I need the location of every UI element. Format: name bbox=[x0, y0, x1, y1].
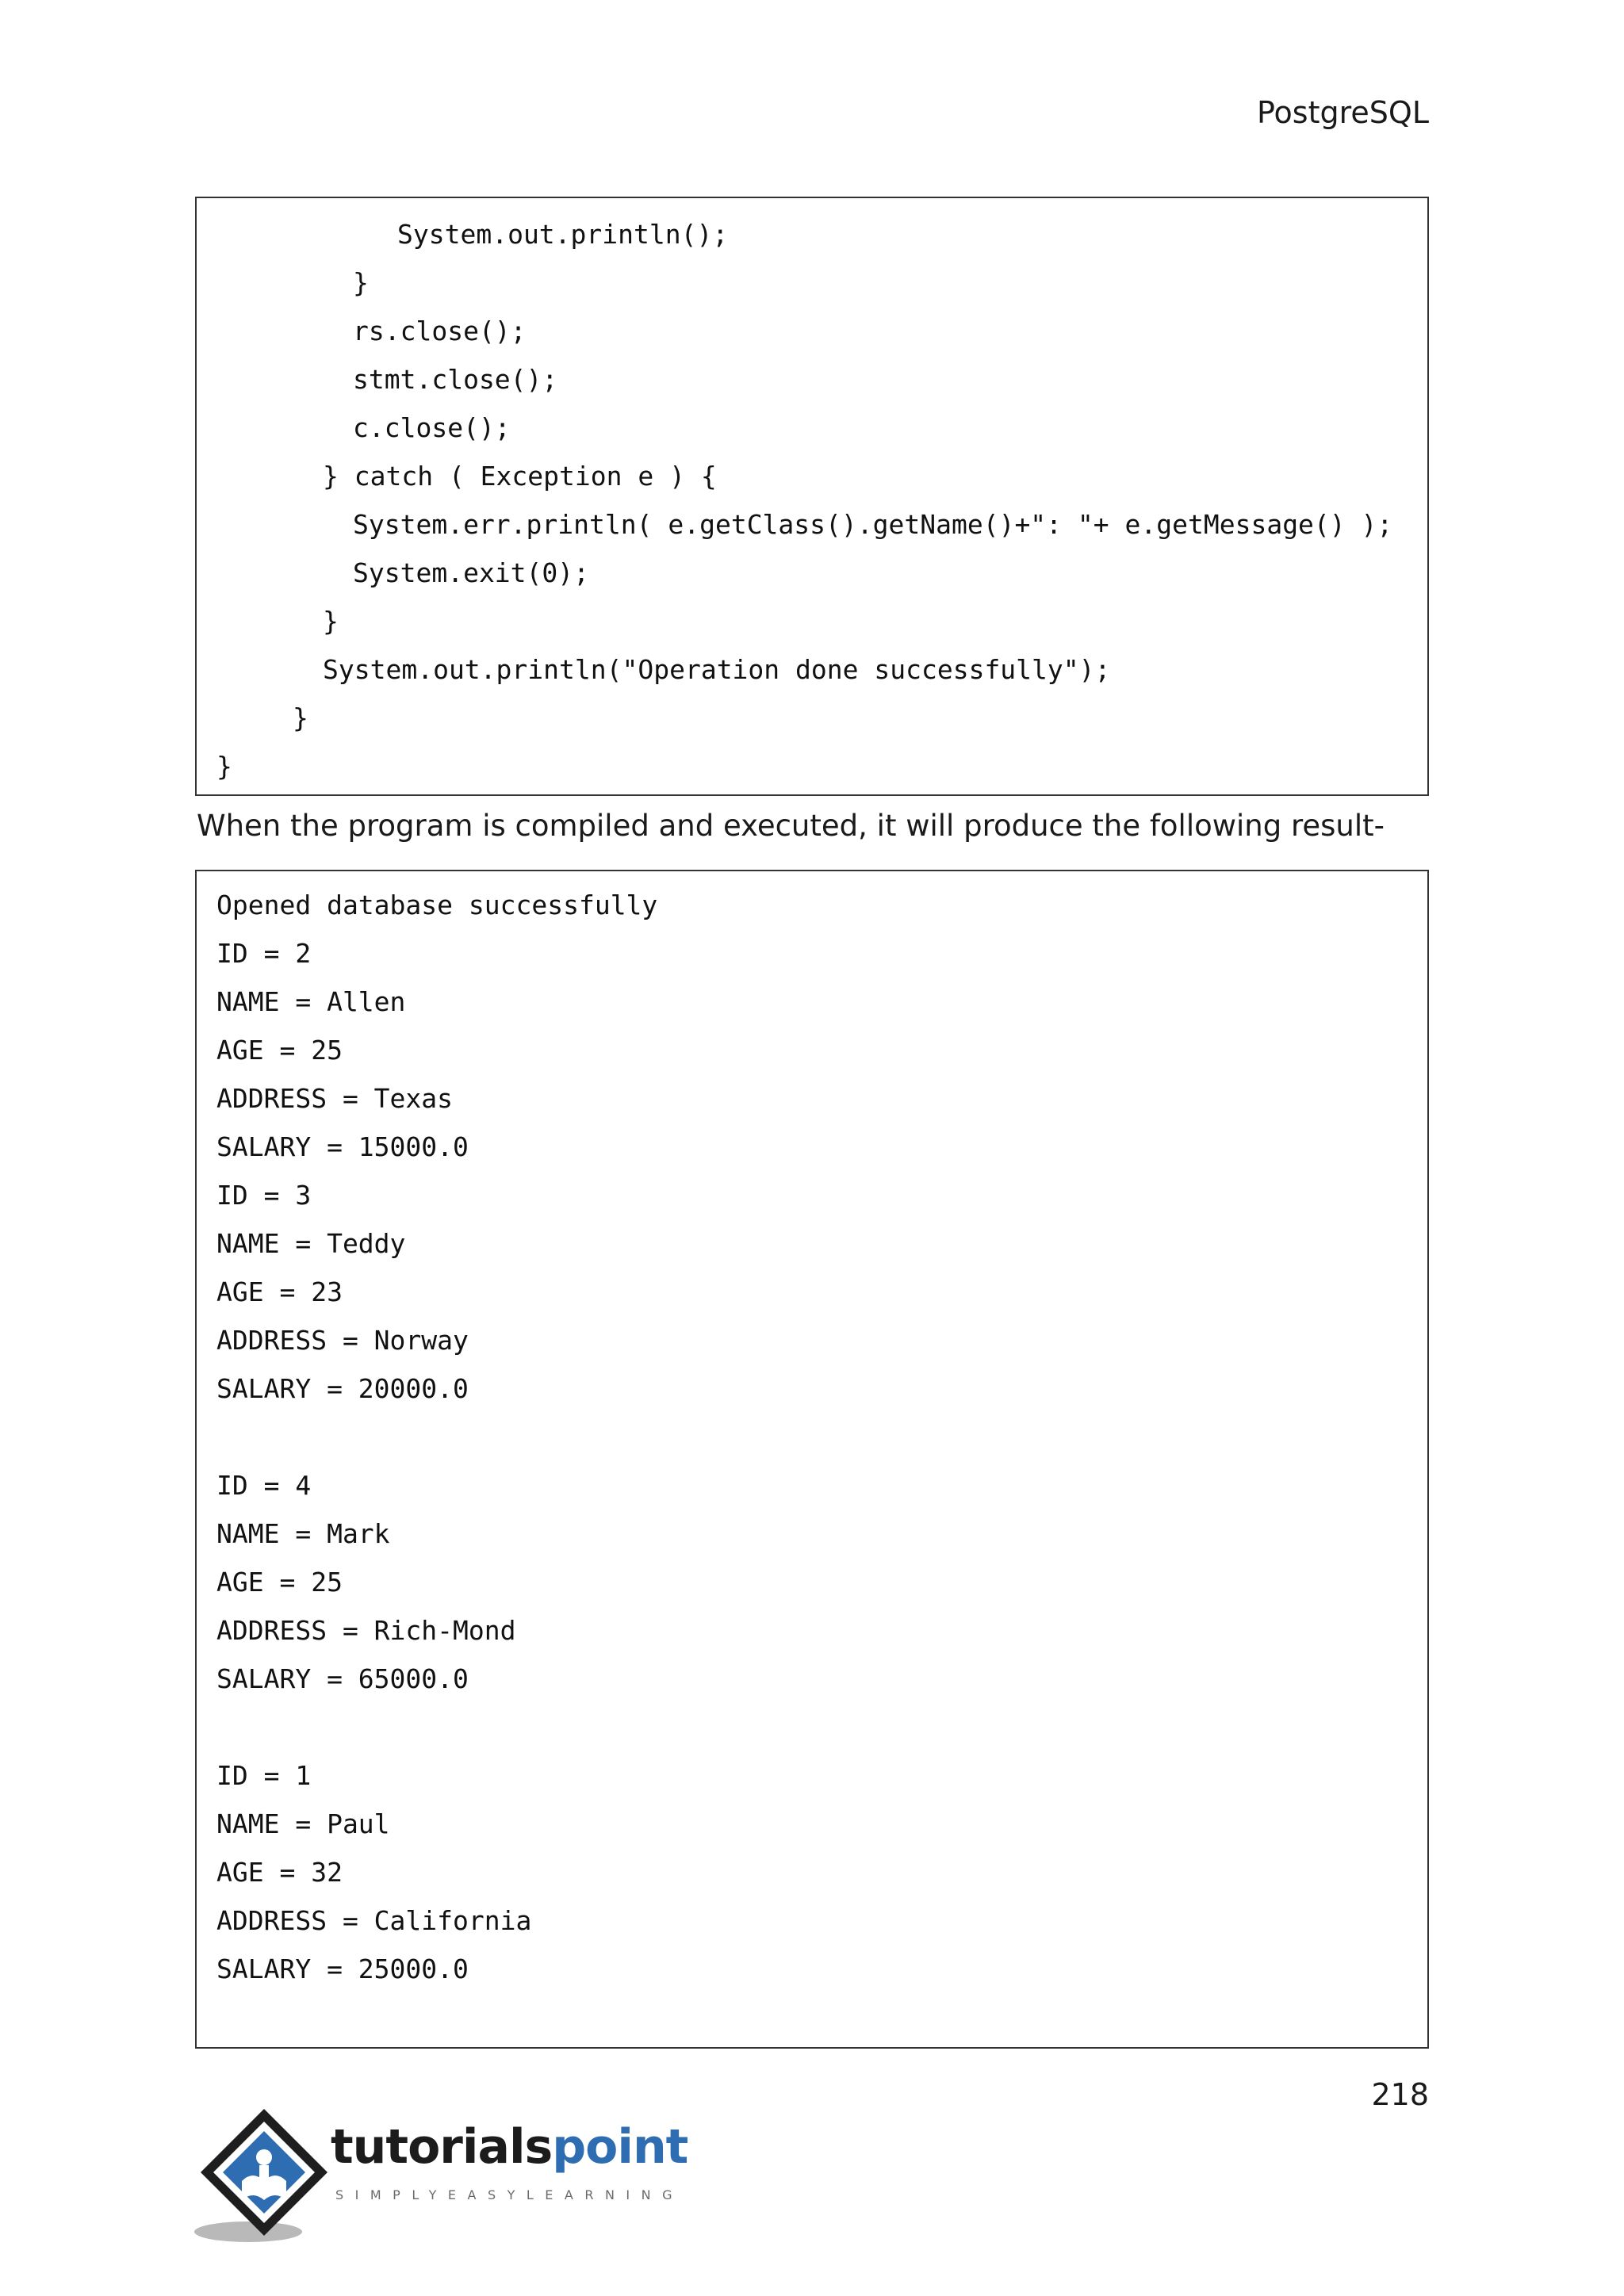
logo-word-part2: point bbox=[552, 2119, 688, 2175]
code-line: } bbox=[323, 606, 339, 637]
output-line: NAME = Paul bbox=[216, 1808, 390, 1839]
output-line: ID = 1 bbox=[216, 1760, 312, 1791]
output-line: ID = 3 bbox=[216, 1180, 312, 1211]
code-line: stmt.close(); bbox=[353, 364, 558, 395]
output-line: AGE = 32 bbox=[216, 1857, 343, 1888]
output-line: NAME = Allen bbox=[216, 986, 406, 1017]
output-line: ID = 2 bbox=[216, 938, 312, 969]
output-line: SALARY = 15000.0 bbox=[216, 1131, 469, 1162]
output-line: ID = 4 bbox=[216, 1470, 312, 1501]
output-line: SALARY = 20000.0 bbox=[216, 1373, 469, 1404]
intro-paragraph: When the program is compiled and executed, it will produce the following result- bbox=[197, 809, 1385, 843]
output-line: ADDRESS = Rich-Mond bbox=[216, 1615, 516, 1646]
code-line: rs.close(); bbox=[353, 316, 527, 346]
code-line: } bbox=[293, 702, 308, 733]
code-line: System.exit(0); bbox=[353, 557, 590, 588]
output-line: Opened database successfully bbox=[216, 890, 658, 920]
output-line: ADDRESS = Texas bbox=[216, 1083, 454, 1114]
logo-word-part1: tutorials bbox=[331, 2119, 553, 2175]
logo-wordmark bbox=[331, 2119, 688, 2175]
code-line: } bbox=[353, 267, 369, 298]
code-line: } catch ( Exception e ) { bbox=[323, 461, 717, 492]
java-code-block bbox=[195, 197, 1429, 796]
logo-tagline: SIMPLYEASYLEARNING bbox=[335, 2187, 684, 2202]
code-line: System.out.println(); bbox=[397, 219, 729, 250]
output-line: SALARY = 65000.0 bbox=[216, 1663, 469, 1694]
code-line: c.close(); bbox=[353, 412, 511, 443]
page-number: 218 bbox=[1371, 2077, 1429, 2112]
output-line: ADDRESS = Norway bbox=[216, 1325, 469, 1356]
output-line: AGE = 25 bbox=[216, 1567, 343, 1598]
code-line: System.err.println( e.getClass().getName()+": "+ e.getMessage() ); bbox=[353, 509, 1393, 540]
output-line: SALARY = 25000.0 bbox=[216, 1954, 469, 1984]
output-line: NAME = Mark bbox=[216, 1518, 390, 1549]
code-line: } bbox=[216, 751, 232, 782]
program-output-block bbox=[195, 870, 1429, 2049]
output-line: AGE = 23 bbox=[216, 1276, 343, 1307]
tutorialspoint-logo bbox=[194, 2105, 688, 2248]
output-line: AGE = 25 bbox=[216, 1035, 343, 1066]
output-line: ADDRESS = California bbox=[216, 1905, 532, 1936]
page-header-title: PostgreSQL bbox=[1257, 95, 1429, 130]
output-line: NAME = Teddy bbox=[216, 1228, 406, 1259]
code-line: System.out.println("Operation done successfully"); bbox=[323, 654, 1111, 685]
